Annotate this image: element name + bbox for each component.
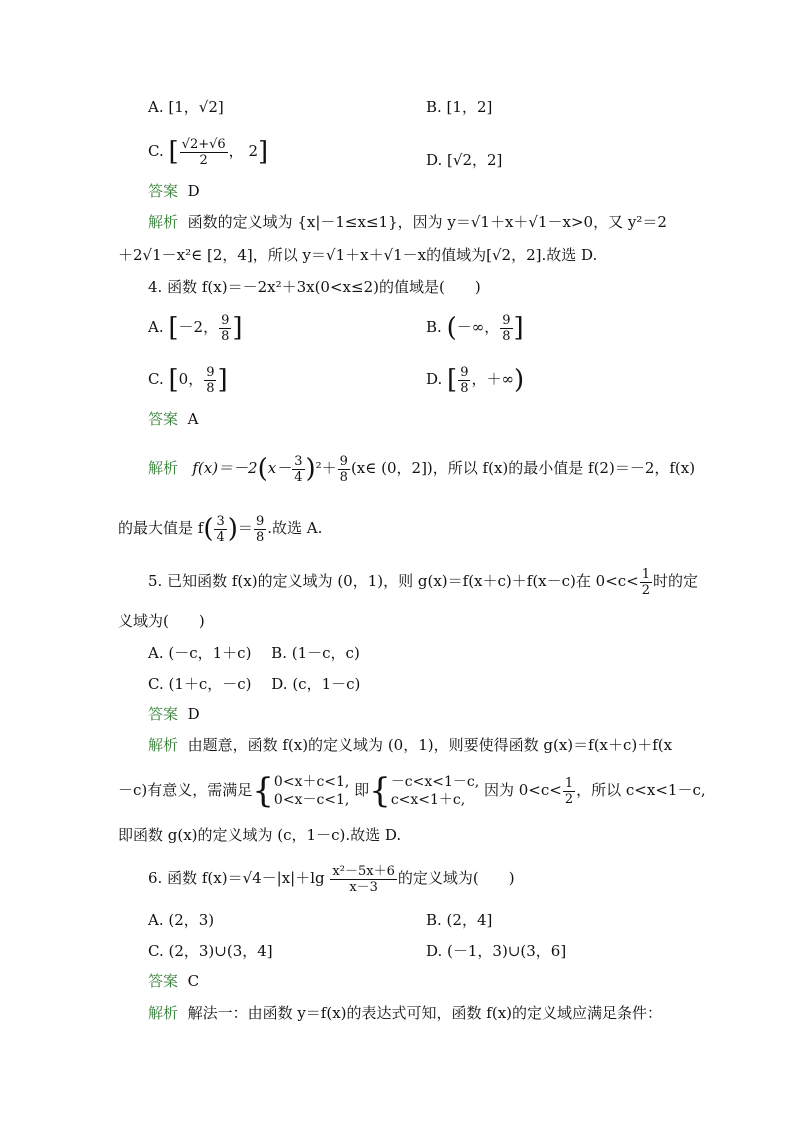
answer-label: 答案 (148, 410, 179, 428)
fraction (214, 514, 226, 545)
analysis-text: ，所以 c<x<1－c, (576, 781, 706, 799)
right-bracket: ] (257, 137, 269, 167)
q4-option-a (148, 312, 243, 344)
q4-stem: 4. 函数 f(x)＝－2x²＋3x(0<x≤2)的值域是( ) (148, 278, 481, 296)
fraction (219, 313, 231, 344)
analysis-label: 解析 (148, 736, 179, 754)
analysis-text: ²＋ (315, 459, 337, 477)
q6-answer (148, 971, 199, 991)
right-bracket: ] (513, 313, 524, 343)
denominator: x－3 (349, 879, 378, 895)
q3-analysis-line2: ＋2√1－x²∈ [2，4]，所以 y＝√1＋x＋√1－x的值域为[√2，2].故选 D. (118, 246, 598, 264)
numerator: 9 (460, 364, 469, 380)
q5-options-row2: C. (1＋c，－c) D. (c，1－c) (148, 675, 361, 693)
option-letter: D. (426, 370, 443, 388)
q3-option-d: D. [√2，2] (426, 151, 503, 169)
numerator: 9 (206, 364, 215, 380)
option-text: 0， (178, 370, 204, 388)
system-row: －c<x<1－c, (390, 774, 480, 790)
analysis-text: f(x)＝－2 (192, 459, 258, 477)
stem-text: 时的定 (653, 572, 699, 590)
q3-answer (148, 181, 200, 201)
denominator: 4 (216, 529, 225, 545)
denominator: 8 (255, 529, 265, 545)
q3-option-c (148, 136, 268, 168)
denominator: 2 (199, 152, 208, 168)
numerator: 1 (641, 566, 651, 582)
left-bracket: [ (168, 137, 179, 167)
left-paren: ( (446, 313, 457, 343)
numerator: √2+√6 (181, 136, 226, 152)
analysis-label: 解析 (148, 1004, 179, 1022)
q6-option-a: A. (2，3) (148, 911, 215, 929)
denominator: 8 (339, 469, 348, 485)
analysis-text: x－ (267, 459, 292, 477)
q6-stem (148, 862, 515, 895)
q5-stem-line2: 义域为( ) (118, 612, 205, 630)
answer-label: 答案 (148, 705, 179, 723)
option-text: ，＋∞ (471, 370, 514, 388)
analysis-text: 的最大值是 f (118, 519, 204, 537)
fraction (180, 137, 228, 168)
fraction (338, 454, 350, 485)
analysis-text: 因为 0<c< (484, 781, 562, 799)
q3-option-b: B. [1，2] (426, 98, 493, 116)
left-paren: ( (257, 454, 268, 484)
stem-text: 6. 函数 f(x)＝√4－|x|＋lg (148, 869, 325, 887)
fraction (330, 864, 396, 895)
right-paren: ) (227, 514, 238, 544)
answer-value: A (187, 410, 199, 428)
denominator: 8 (221, 328, 230, 344)
left-bracket: [ (447, 365, 458, 395)
q5-answer (148, 704, 200, 724)
q4-option-c (148, 364, 228, 396)
q6-option-d: D. (－1，3)∪(3，6] (426, 942, 567, 960)
option-letter: C. (148, 142, 164, 160)
q4-answer (148, 409, 198, 429)
left-brace: { (369, 771, 391, 811)
q6-option-c: C. (2，3)∪(3，4] (148, 942, 273, 960)
denominator: 4 (294, 469, 303, 485)
analysis-text: (x∈ (0，2])，所以 f(x)的最小值是 f(2)＝－2，f(x) (350, 459, 696, 477)
answer-value: D (187, 705, 200, 723)
analysis-label: 解析 (148, 459, 179, 477)
q4-option-b (426, 312, 524, 344)
denominator: 8 (502, 328, 511, 344)
analysis-text: 函数的定义域为 {x|－1≤x≤1}，因为 y＝√1＋x＋√1－x>0，又 y²＝2 (187, 213, 667, 231)
system-row: 0<x＋c<1, (273, 774, 350, 790)
system-row: c<x<1＋c, (390, 792, 466, 808)
q3-analysis-line1 (148, 212, 667, 232)
right-bracket: ] (217, 365, 228, 395)
q5-analysis-line3: 即函数 g(x)的定义域为 (c，1－c).故选 D. (118, 826, 402, 844)
q6-analysis-line1 (148, 1003, 662, 1023)
system-row: 0<x－c<1, (273, 792, 350, 808)
option-letter: B. (426, 318, 442, 336)
left-bracket: [ (168, 313, 179, 343)
analysis-label: 解析 (148, 213, 179, 231)
left-bracket: [ (168, 365, 179, 395)
denominator: 8 (206, 380, 215, 396)
left-paren: ( (203, 514, 214, 544)
q4-analysis-line1 (148, 452, 695, 485)
inequality-system (391, 773, 479, 809)
q6-option-b: B. (2，4] (426, 911, 493, 929)
answer-label: 答案 (148, 972, 179, 990)
analysis-text: ＝ (237, 519, 253, 537)
analysis-text: －c)有意义，需满足 (118, 781, 253, 799)
denominator: 8 (460, 380, 469, 396)
q3-option-a: A. [1，√2] (148, 98, 224, 116)
q5-analysis-line1 (148, 735, 672, 755)
stem-text: 5. 已知函数 f(x)的定义域为 (0，1)，则 g(x)＝f(x＋c)＋f(x－c)在 0<c< (148, 572, 639, 590)
numerator: 9 (221, 312, 230, 328)
numerator: x²－5x＋6 (332, 863, 395, 879)
q5-stem (148, 566, 698, 598)
numerator: 3 (294, 453, 303, 469)
right-paren: ) (305, 454, 316, 484)
option-letter: A. (148, 318, 164, 336)
q5-analysis-line2 (118, 768, 706, 812)
answer-label: 答案 (148, 182, 179, 200)
fraction (500, 313, 512, 344)
right-bracket: ] (232, 313, 243, 343)
fraction (458, 365, 470, 396)
option-c-tail: ， 2 (228, 142, 258, 160)
answer-value: C (187, 972, 200, 990)
q5-options-row1: A. (－c，1＋c) B. (1－c，c) (148, 644, 360, 662)
analysis-text: 由题意，函数 f(x)的定义域为 (0，1)，则要使得函数 g(x)＝f(x＋c)＋f(x (187, 736, 673, 754)
numerator: 9 (502, 312, 511, 328)
q4-analysis-line2 (118, 512, 322, 545)
stem-text: 的定义域为( ) (397, 869, 515, 887)
analysis-text: .故选 A. (267, 519, 323, 537)
q4-option-d (426, 364, 524, 396)
inequality-system (274, 773, 349, 809)
fraction (563, 776, 575, 807)
option-text: －2， (178, 318, 219, 336)
right-paren: ) (513, 365, 525, 395)
left-brace: { (252, 771, 274, 811)
denominator: 2 (564, 791, 574, 807)
fraction (292, 454, 304, 485)
fraction (204, 365, 216, 396)
analysis-text: 即 (354, 781, 370, 799)
denominator: 2 (641, 582, 651, 598)
numerator: 9 (255, 513, 265, 529)
numerator: 9 (339, 453, 348, 469)
numerator: 3 (216, 513, 225, 529)
numerator: 1 (564, 775, 574, 791)
answer-value: D (187, 182, 200, 200)
fraction (640, 567, 652, 598)
fraction (254, 514, 266, 545)
option-letter: C. (148, 370, 164, 388)
analysis-text: 解法一：由函数 y＝f(x)的表达式可知，函数 f(x)的定义域应满足条件： (187, 1004, 663, 1022)
option-text: －∞， (456, 318, 500, 336)
